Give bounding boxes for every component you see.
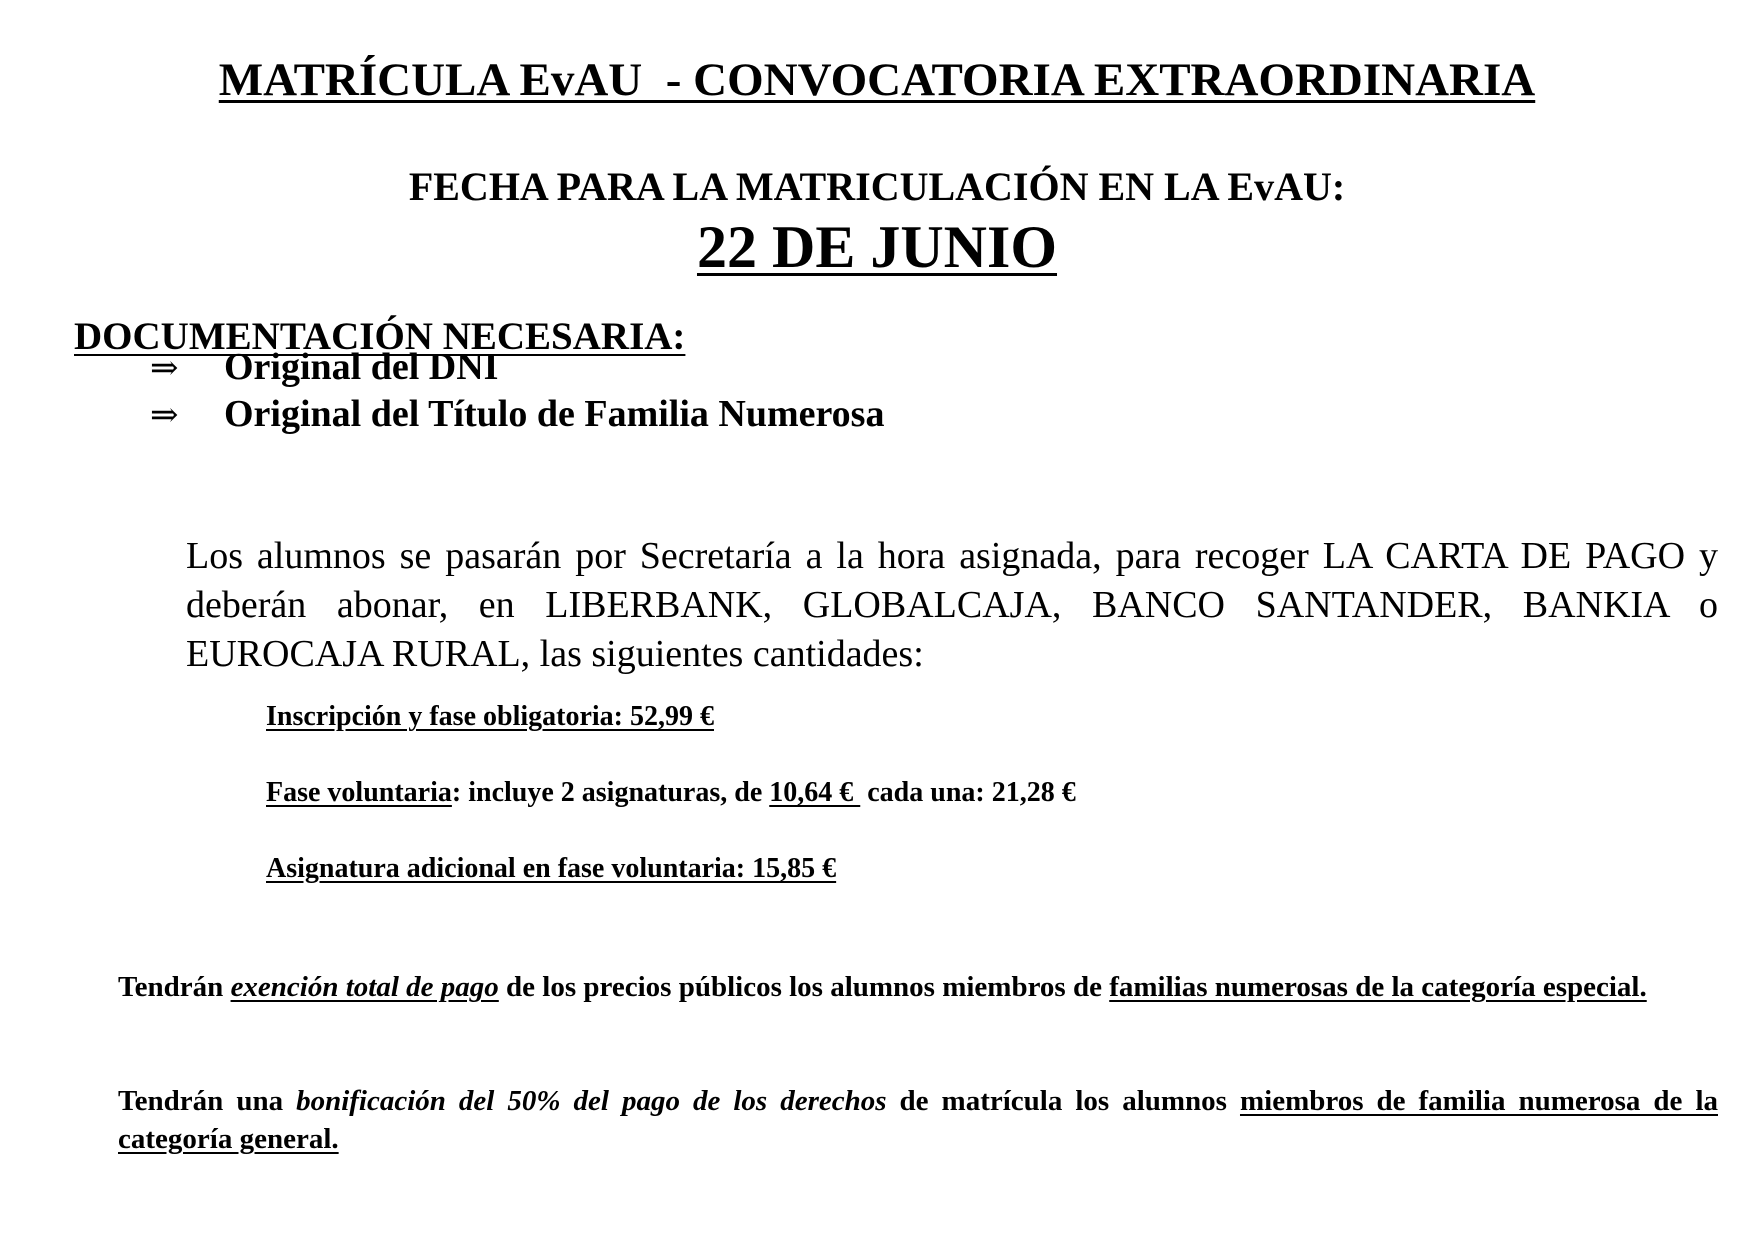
page-title bbox=[0, 52, 1754, 108]
fee-voluntary-total: cada una: 21,28 € bbox=[860, 777, 1076, 808]
note-exemption-middle: de los precios públicos los alumnos miembros de bbox=[498, 971, 1110, 1003]
documentation-item bbox=[150, 391, 884, 438]
note-discount-prefix: Tendrán una bbox=[118, 1085, 297, 1117]
documentation-heading: DOCUMENTACIÓN NECESARIA: bbox=[74, 315, 686, 358]
fee-voluntary-unit-price: 10,64 € bbox=[769, 777, 861, 808]
fee-voluntary-middle: : incluye 2 asignaturas, de bbox=[451, 777, 770, 808]
arrow-right-icon: ⇒ bbox=[150, 395, 179, 435]
date-heading: FECHA PARA LA MATRICULACIÓN EN LA EvAU: bbox=[408, 164, 1346, 209]
fee-additional bbox=[266, 852, 836, 886]
documentation-item-label: Original del Título de Familia Numerosa bbox=[224, 393, 885, 435]
fee-additional-text: Asignatura adicional en fase voluntaria: 15,85 € bbox=[266, 853, 837, 884]
documentation-item-label: Original del DNI bbox=[224, 346, 499, 388]
note-discount bbox=[118, 1082, 1718, 1158]
note-exemption-emphasis: exención total de pago bbox=[230, 971, 499, 1003]
page-title-text: MATRÍCULA EvAU - CONVOCATORIA EXTRAORDINARIA bbox=[218, 54, 1536, 106]
enrollment-date-text: 22 DE JUNIO bbox=[696, 214, 1058, 280]
fee-voluntary bbox=[266, 776, 1076, 810]
note-exemption-underlined: familias numerosas de la categoría especial. bbox=[1109, 971, 1647, 1003]
note-exemption bbox=[118, 968, 1718, 1006]
payment-instructions: Los alumnos se pasarán por Secretaría a la hora asignada, para recoger LA CARTA DE PAGO y deberán abonar, en LIBERBANK, GLOBALCAJA, BANCO SANTANDER, BANKIA o EUROCAJA RURAL, las siguientes cantidades: bbox=[186, 535, 1718, 675]
note-discount-emphasis: bonificación del 50% del pago de los derechos bbox=[296, 1085, 887, 1117]
arrow-right-icon: ⇒ bbox=[150, 348, 179, 388]
note-discount-middle: de matrícula los alumnos bbox=[886, 1085, 1240, 1117]
note-discount-underlined: miembros de familia numerosa de la categoría general. bbox=[118, 1085, 1718, 1155]
fee-voluntary-label: Fase voluntaria bbox=[266, 777, 452, 808]
fee-inscription bbox=[266, 700, 714, 734]
fee-inscription-text: Inscripción y fase obligatoria: 52,99 € bbox=[266, 701, 714, 732]
note-exemption-prefix: Tendrán bbox=[118, 971, 231, 1003]
documentation-item bbox=[150, 344, 498, 391]
enrollment-date bbox=[0, 212, 1754, 282]
